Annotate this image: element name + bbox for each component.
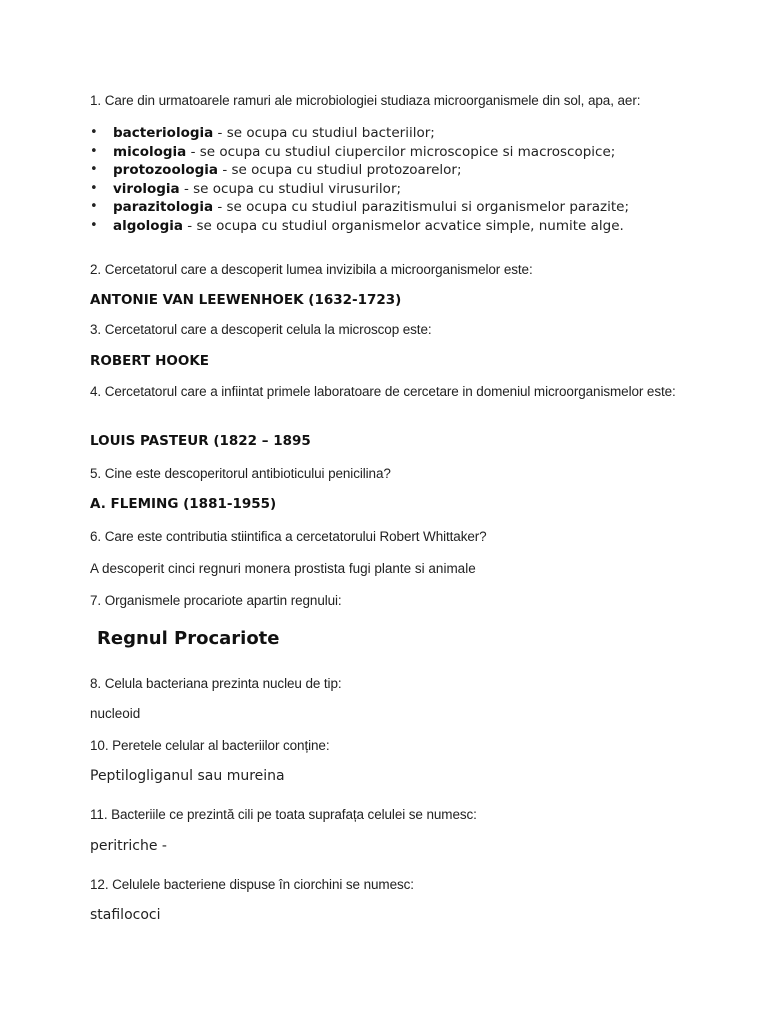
question-2: 2. Cercetatorul care a descoperit lumea invizibila a microorganismelor este:	[90, 262, 533, 277]
answer-10: Peptilogliganul sau mureina	[90, 768, 285, 784]
list-item	[90, 198, 629, 217]
answer-7-heading: Regnul Procariote	[97, 628, 280, 649]
bullet-icon: •	[90, 143, 98, 159]
bullet-icon: •	[90, 162, 98, 178]
question-5: 5. Cine este descoperitorul antibioticului penicilina?	[90, 466, 391, 481]
branch-description: - se ocupa cu studiul ciupercilor microscopice si macroscopice;	[186, 143, 616, 160]
question-8: 8. Celula bacteriana prezinta nucleu de tip:	[90, 676, 342, 691]
bullet-icon: •	[90, 199, 98, 215]
branch-term: parazitologia	[113, 199, 214, 216]
answer-3: ROBERT HOOKE	[90, 353, 210, 369]
list-item	[90, 180, 629, 199]
question-7: 7. Organismele procariote apartin regnului:	[90, 593, 342, 608]
answer-12: stafilococi	[90, 907, 161, 923]
bullet-icon: •	[90, 125, 98, 140]
answer-2: ANTONIE VAN LEEWENHOEK (1632-1723)	[90, 292, 402, 308]
question-6: 6. Care este contributia stiintifica a cercetatorului Robert Whittaker?	[90, 529, 487, 544]
bullet-icon: •	[90, 217, 98, 233]
question-12: 12. Celulele bacteriene dispuse în ciorchini se numesc:	[90, 877, 414, 892]
answer-11: peritriche -	[90, 838, 167, 854]
answer-6: A descoperit cinci regnuri monera prostista fugi plante si animale	[90, 561, 476, 576]
branch-description: - se ocupa cu studiul parazitismului si organismelor parazite;	[213, 199, 630, 216]
branch-term: virologia	[113, 180, 180, 197]
question-1: 1. Care din urmatoarele ramuri ale microbiologiei studiaza microorganismele din sol, apa, aer:	[90, 93, 641, 108]
branch-description: - se ocupa cu studiul virusurilor;	[179, 180, 402, 197]
branch-description: - se ocupa cu studiul bacteriilor;	[213, 125, 435, 141]
question-10: 10. Peretele celular al bacteriilor conține:	[90, 738, 330, 753]
branch-term: protozoologia	[113, 162, 219, 179]
branch-term: micologia	[113, 143, 187, 160]
branch-term: bacteriologia	[113, 125, 214, 141]
branch-description: - se ocupa cu studiul protozoarelor;	[218, 162, 462, 179]
list-item	[90, 124, 629, 143]
list-item	[90, 217, 629, 236]
branches-list	[90, 124, 629, 236]
question-11: 11. Bacteriile ce prezintă cili pe toata suprafața celulei se numesc:	[90, 807, 477, 822]
answer-4: LOUIS PASTEUR (1822 – 1895	[90, 433, 311, 449]
bullet-icon: •	[90, 180, 98, 196]
answer-5: A. FLEMING (1881-1955)	[90, 496, 277, 512]
question-4: 4. Cercetatorul care a infiintat primele laboratoare de cercetare in domeniul microorganismelor este:	[90, 384, 676, 399]
branch-description: - se ocupa cu studiul organismelor acvatice simple, numite alge.	[182, 217, 624, 234]
branch-term: algologia	[113, 217, 183, 234]
answer-8: nucleoid	[90, 706, 141, 721]
question-3: 3. Cercetatorul care a descoperit celula la microscop este:	[90, 322, 432, 337]
list-item	[90, 161, 629, 180]
list-item	[90, 143, 629, 162]
